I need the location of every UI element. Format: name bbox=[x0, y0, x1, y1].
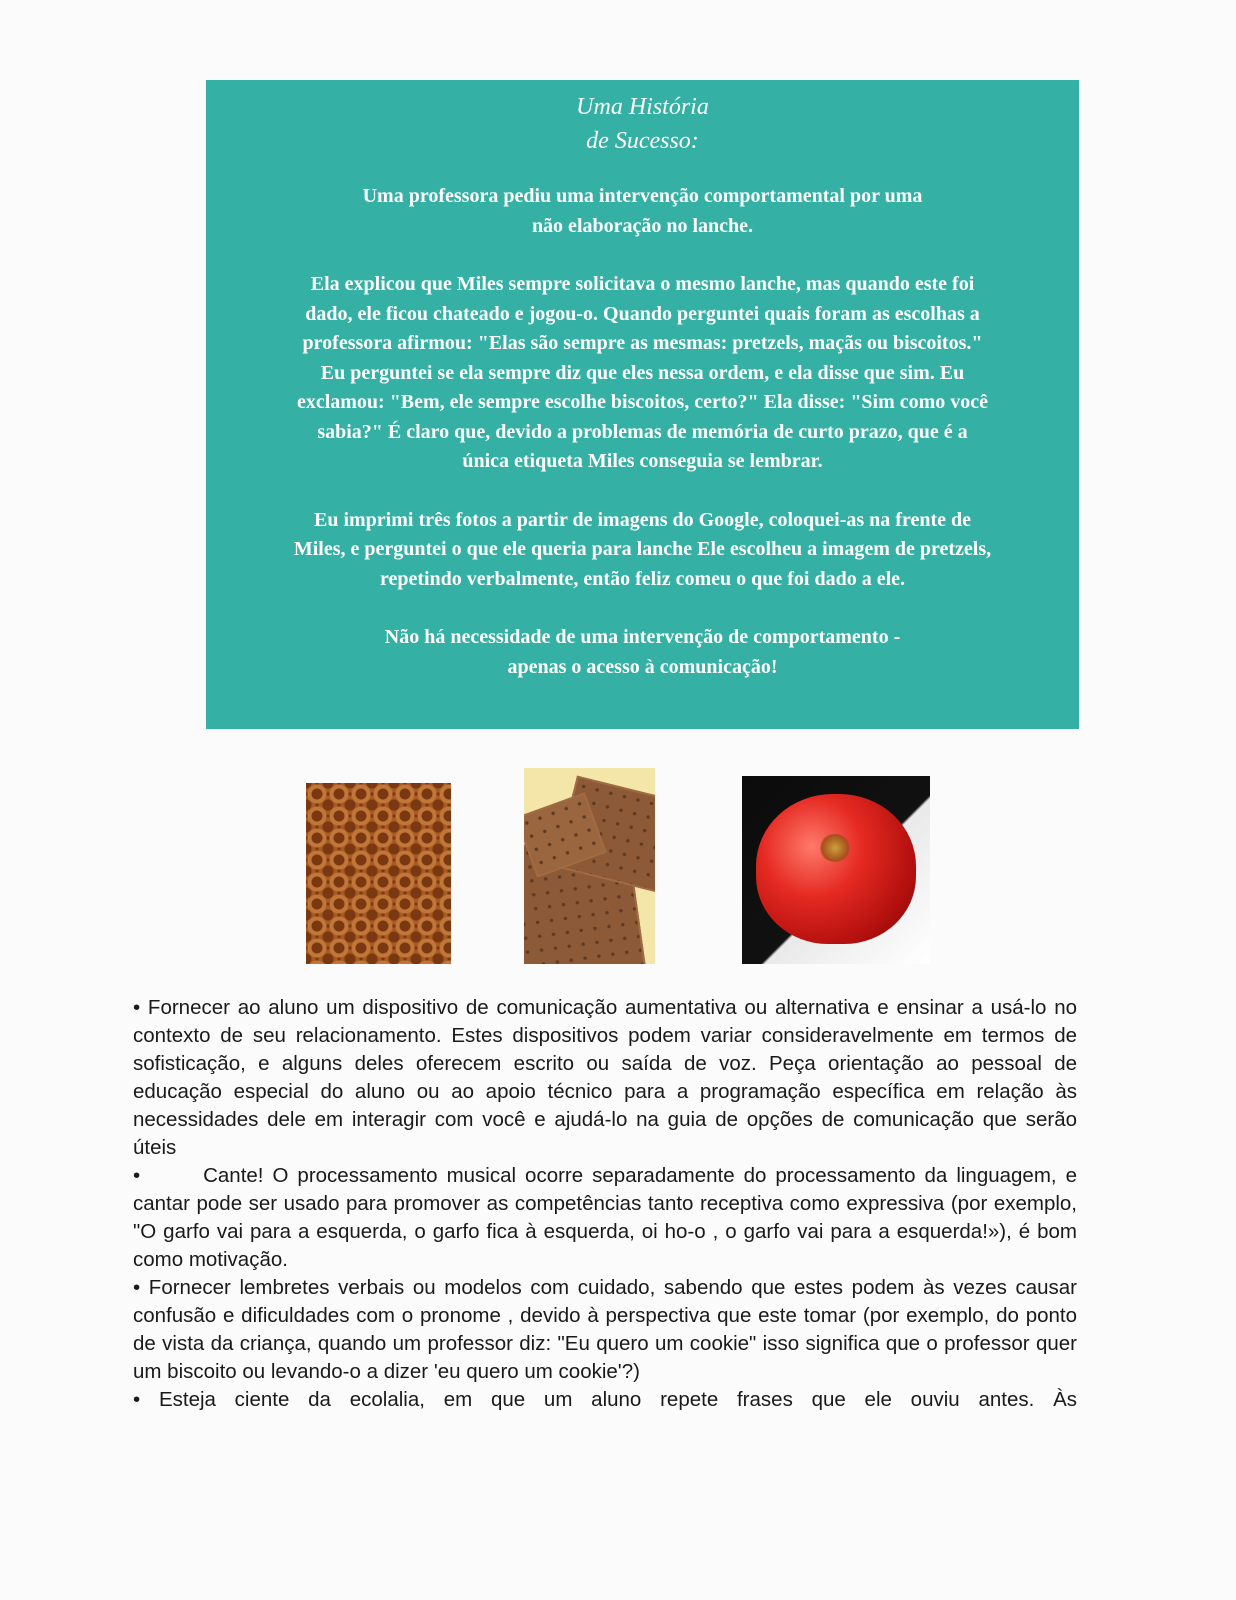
story-paragraph-conclusion bbox=[206, 623, 1079, 682]
tip-paragraph: • Cante! O processamento musical ocorre separadamente do processamento da linguagem, e cantar pode ser usado para promover as competências tanto receptiva como expressiva (por exemplo, "O garfo vai para a esquerda, o garfo fica à esquerda, oi ho-o , o garfo vai para a esquerda!»), é bom como motivação. bbox=[133, 1164, 1077, 1271]
apple-stem-spot bbox=[818, 834, 852, 862]
story-line: repetindo verbalmente, então feliz comeu o que foi dado a ele. bbox=[379, 567, 906, 590]
story-line: não elaboração no lanche. bbox=[531, 214, 754, 237]
story-line: exclamou: "Bem, ele sempre escolhe biscoitos, certo?" Ela disse: "Sim como você bbox=[296, 391, 989, 413]
story-paragraph-explanation bbox=[206, 270, 1079, 477]
apple-photo bbox=[742, 776, 930, 964]
crackers-photo bbox=[524, 768, 655, 964]
story-paragraph-request bbox=[206, 182, 1079, 241]
story-line: dado, ele ficou chateado e jogou-o. Quando perguntei quais foram as escolhas a bbox=[305, 302, 980, 325]
story-line: Eu perguntei se ela sempre diz que eles nessa ordem, e ela disse que sim. Eu bbox=[320, 361, 965, 384]
pretzels-photo bbox=[306, 783, 451, 964]
story-line: apenas o acesso à comunicação! bbox=[507, 655, 778, 678]
story-line: Uma professora pediu uma intervenção comportamental por uma bbox=[362, 185, 923, 207]
story-title bbox=[206, 90, 1079, 158]
story-paragraph-photos bbox=[206, 506, 1079, 595]
tip-paragraph: • Esteja ciente da ecolalia, em que um aluno repete frases que ele ouviu antes. Às bbox=[133, 1388, 1077, 1411]
story-line: Não há necessidade de uma intervenção de comportamento - bbox=[384, 626, 901, 648]
story-line: professora afirmou: "Elas são sempre as mesmas: pretzels, maçãs ou biscoitos." bbox=[302, 332, 983, 354]
story-line: Eu imprimi três fotos a partir de imagens do Google, coloquei-as na frente de bbox=[314, 508, 971, 531]
story-title-line: Uma História bbox=[576, 94, 709, 120]
tips-body-text bbox=[133, 994, 1077, 1414]
tip-paragraph: • Fornecer lembretes verbais ou modelos com cuidado, sabendo que estes podem às vezes causar confusão e dificuldades com o pronome , devido à perspectiva que este tomar (por exemplo, do ponto de vista da criança, quando um professor diz: "Eu quero um cookie" isso significa que o professor quer um biscoito ou levando-o a dizer 'eu quero um cookie'?) bbox=[133, 1276, 1077, 1383]
story-line: única etiqueta Miles conseguia se lembrar. bbox=[462, 450, 823, 472]
story-line: Ela explicou que Miles sempre solicitava o mesmo lanche, mas quando este foi bbox=[310, 273, 975, 295]
apple-shape bbox=[756, 794, 916, 944]
story-line: Miles, e perguntei o que ele queria para lanche Ele escolheu a imagem de pretzels, bbox=[293, 538, 992, 560]
story-line: sabia?" É claro que, devido a problemas de memória de curto prazo, que é a bbox=[317, 420, 968, 443]
tip-paragraph: • Fornecer ao aluno um dispositivo de comunicação aumentativa ou alternativa e ensinar a usá-lo no contexto de seu relacionamento. Estes dispositivos podem variar consideravelmente em termos de sofisticação, e alguns deles oferecem escrito ou saída de voz. Peça orientação ao pessoal de educação especial do aluno ou ao apoio técnico para a programação específica em relação às necessidades dele em interagir com você e ajudá-lo na guia de opções de comunicação que serão úteis bbox=[133, 996, 1077, 1159]
story-title-line: de Sucesso: bbox=[586, 128, 699, 154]
success-story-box bbox=[206, 80, 1079, 729]
